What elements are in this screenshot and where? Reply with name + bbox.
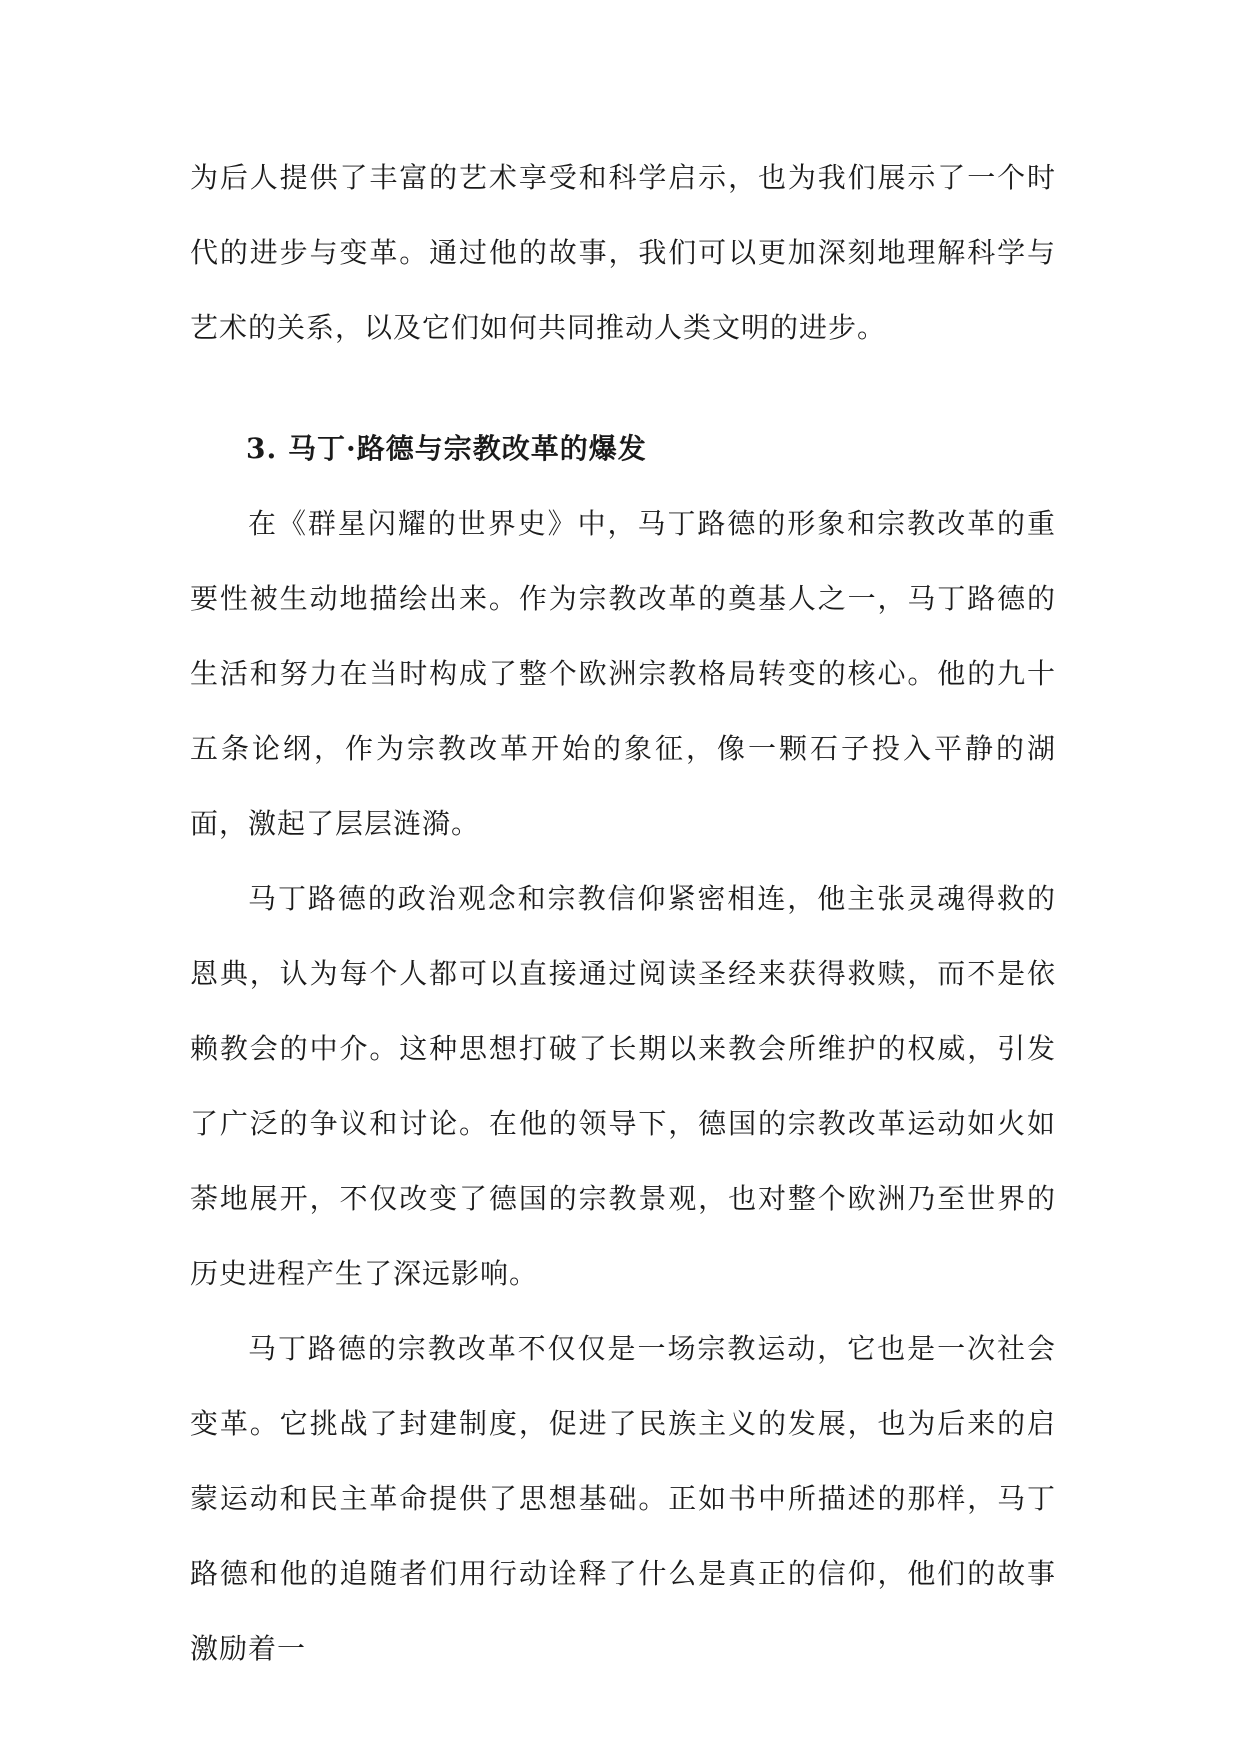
section-gap <box>190 365 1056 411</box>
paragraph-luther-image: 在《群星闪耀的世界史》中，马丁路德的形象和宗教改革的重要性被生动地描绘出来。作为宗教改革的奠基人之一，马丁路德的生活和努力在当时构成了整个欧洲宗教格局转变的核心。他的九十五条论纲，作为宗教改革开始的象征，像一颗石子投入平静的湖面，激起了层层涟漪。 <box>190 507 1056 840</box>
paragraph-intro-continuation: 为后人提供了丰富的艺术享受和科学启示，也为我们展示了一个时代的进步与变革。通过他的故事，我们可以更加深刻地理解科学与艺术的关系，以及它们如何共同推动人类文明的进步。 <box>190 161 1056 344</box>
document-page <box>190 140 1056 1686</box>
section-heading: 3. 马丁·路德与宗教改革的爆发 <box>246 432 647 465</box>
paragraph-luther-social-change: 马丁路德的宗教改革不仅仅是一场宗教运动，它也是一次社会变革。它挑战了封建制度，促进了民族主义的发展，也为后来的启蒙运动和民主革命提供了思想基础。正如书中所描述的那样，马丁路德和他的追随者们用行动诠释了什么是真正的信仰，他们的故事激励着一 <box>190 1332 1056 1665</box>
paragraph-luther-beliefs: 马丁路德的政治观念和宗教信仰紧密相连，他主张灵魂得救的恩典，认为每个人都可以直接通过阅读圣经来获得救赎，而不是依赖教会的中介。这种思想打破了长期以来教会所维护的权威，引发了广泛的争议和讨论。在他的领导下，德国的宗教改革运动如火如荼地展开，不仅改变了德国的宗教景观，也对整个欧洲乃至世界的历史进程产生了深远影响。 <box>190 882 1056 1290</box>
